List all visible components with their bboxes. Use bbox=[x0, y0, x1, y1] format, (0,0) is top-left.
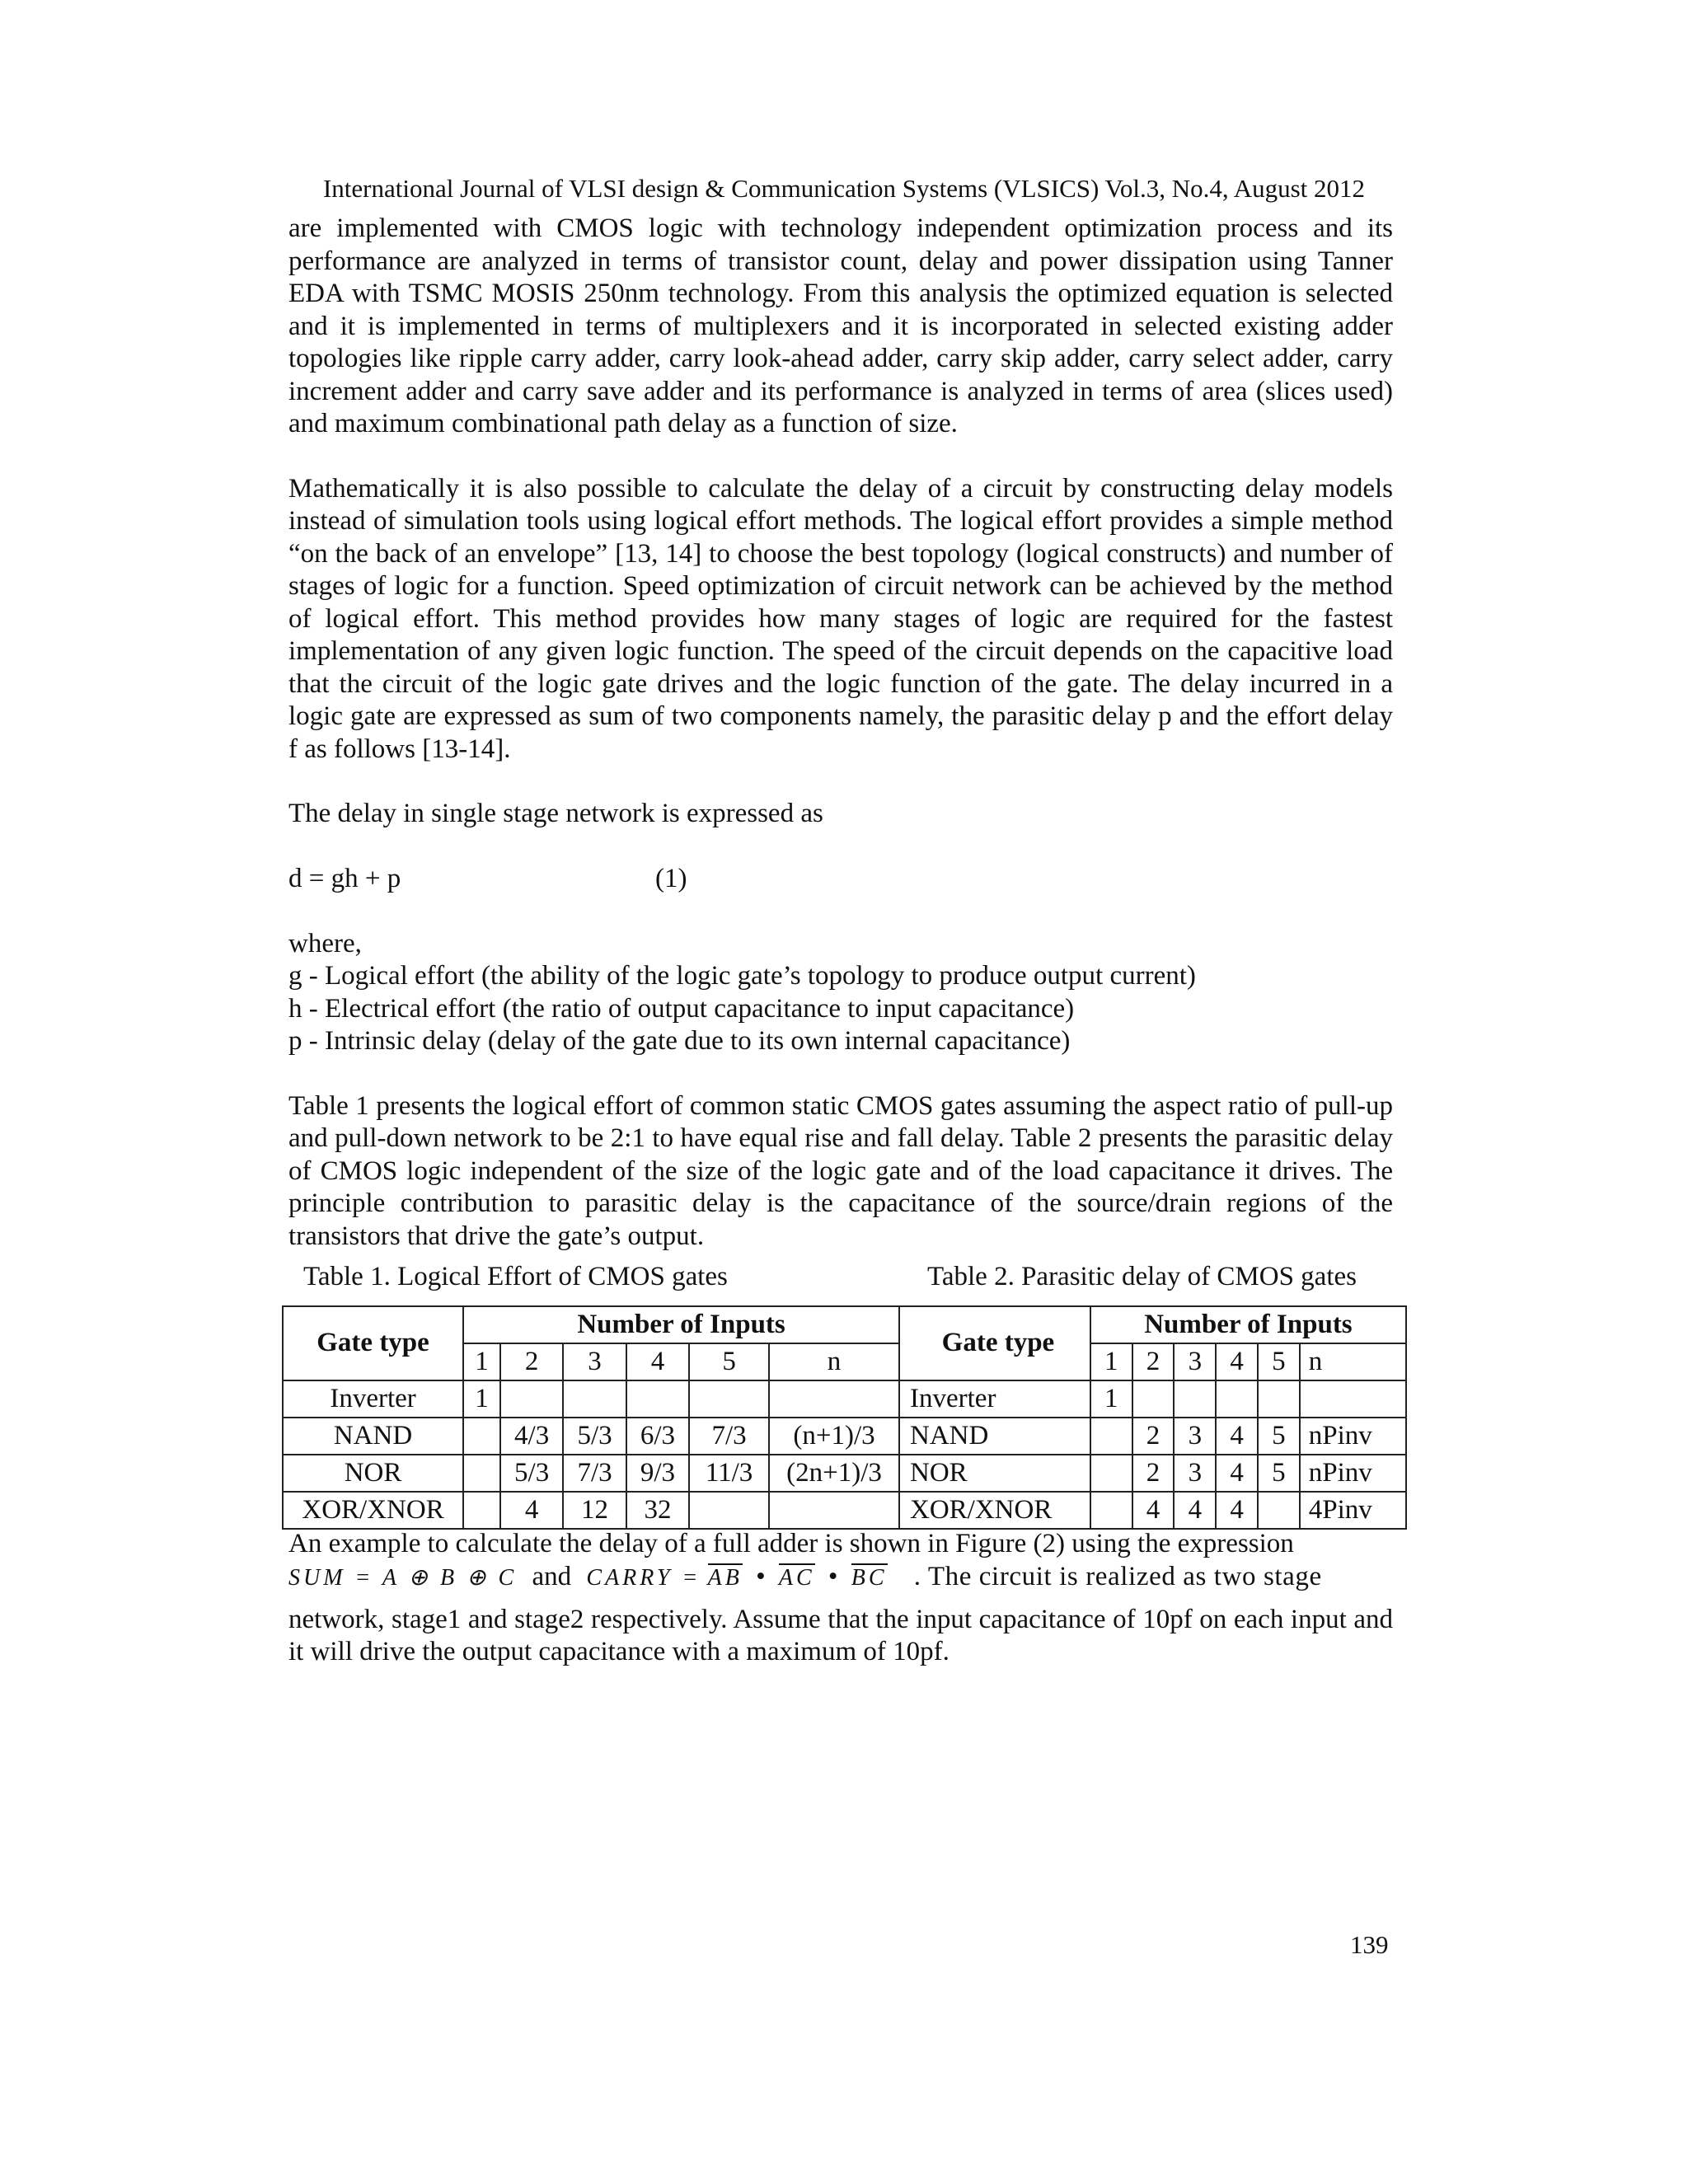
table-cell: 4 bbox=[1132, 1492, 1175, 1529]
table-cell: 9/3 bbox=[626, 1455, 689, 1492]
page-number: 139 bbox=[1350, 1930, 1389, 1959]
table-cell: (n+1)/3 bbox=[769, 1418, 899, 1455]
table-cell: 4 bbox=[1174, 1492, 1216, 1529]
paragraph-tables: Table 1 presents the logical effort of common static CMOS gates assuming the aspect ratio of pull-up and pull-down network to be 2:1 to have equal rise and fall delay. Table 2 presents the parasitic delay of CMOS logic independent of the size of the logic gate and of the load capacitance it drives. The principle contribution to parasitic delay is the capacitance of the source/drain regions of the transistors that drive the gate’s output. bbox=[288, 1090, 1393, 1251]
table1-col: 1 bbox=[463, 1343, 500, 1380]
paragraph-full-adder-intro: An example to calculate the delay of a full adder is shown in Figure (2) using the expression bbox=[288, 1529, 1294, 1558]
table2-col: 4 bbox=[1216, 1343, 1258, 1380]
table-cell: 32 bbox=[626, 1492, 689, 1529]
table-cell: 5 bbox=[1258, 1418, 1300, 1455]
table-row bbox=[283, 1380, 899, 1418]
table-row bbox=[283, 1418, 899, 1455]
table1-logical-effort bbox=[282, 1305, 900, 1530]
definition-p: p - Intrinsic delay (delay of the gate due to its own internal capacitance) bbox=[288, 1026, 1071, 1056]
table1-gate: NOR bbox=[283, 1455, 463, 1492]
table2-caption: Table 2. Parasitic delay of CMOS gates bbox=[927, 1262, 1357, 1291]
table-cell: 7/3 bbox=[689, 1418, 769, 1455]
table-row bbox=[899, 1418, 1406, 1455]
equation-number: (1) bbox=[655, 863, 687, 893]
table2-col: 2 bbox=[1132, 1343, 1175, 1380]
sum-formula: SUM = A ⊕ B ⊕ C bbox=[288, 1564, 518, 1591]
paragraph-full-adder-rest: network, stage1 and stage2 respectively. Assume that the input capacitance of 10pf on each input and it will drive the output capacitance with a maximum of 10pf. bbox=[288, 1604, 1393, 1666]
table-cell bbox=[769, 1380, 899, 1418]
table2-col: 5 bbox=[1258, 1343, 1300, 1380]
equation-text: d = gh + p bbox=[288, 863, 401, 893]
and-word: and bbox=[532, 1561, 572, 1591]
table-cell: 4/3 bbox=[500, 1418, 563, 1455]
table-cell bbox=[626, 1380, 689, 1418]
table2-gate: Inverter bbox=[899, 1380, 1090, 1418]
carry-term-ac: AC bbox=[778, 1564, 815, 1591]
table-row bbox=[899, 1455, 1406, 1492]
table2-col: n bbox=[1300, 1343, 1406, 1380]
table-cell: 4 bbox=[500, 1492, 563, 1529]
where-label: where, bbox=[288, 928, 362, 958]
table2-gate: XOR/XNOR bbox=[899, 1492, 1090, 1529]
table2-col: 3 bbox=[1174, 1343, 1216, 1380]
table1-group-header: Number of Inputs bbox=[463, 1306, 899, 1343]
table-cell: 4Pinv bbox=[1300, 1492, 1406, 1529]
table-row bbox=[899, 1380, 1406, 1418]
table-cell: 5/3 bbox=[563, 1418, 626, 1455]
table-cell: 2 bbox=[1132, 1455, 1175, 1492]
table-cell bbox=[689, 1492, 769, 1529]
table2-col: 1 bbox=[1090, 1343, 1132, 1380]
paragraph-single-stage: The delay in single stage network is expressed as bbox=[288, 799, 823, 828]
table-cell bbox=[1090, 1492, 1132, 1529]
dot-operator: • bbox=[828, 1561, 838, 1591]
paragraph-logical-effort: Mathematically it is also possible to calculate the delay of a circuit by constructing delay models instead of simulation tools using logical effort methods. The logical effort provides a simple method “on the back of an envelope” [13, 14] to choose the best topology (logical constructs) and number of stages of logic for a function. Speed optimization of circuit network can be achieved by the method of logical effort. This method provides how many stages of logic are required for the fastest implementation of any given logic function. The speed of the circuit depends on the capacitive load that the circuit of the logic gate drives and the logic function of the gate. The delay incurred in a logic gate are expressed as sum of two components namely, the parasitic delay p and the effort delay f as follows [13-14]. bbox=[288, 473, 1393, 764]
formula-line-rest: . The circuit is realized as two stage bbox=[913, 1561, 1322, 1591]
table-cell: nPinv bbox=[1300, 1455, 1406, 1492]
table-cell: 5/3 bbox=[500, 1455, 563, 1492]
carry-term-ab: AB bbox=[707, 1564, 743, 1591]
table-cell bbox=[463, 1418, 500, 1455]
table-row bbox=[283, 1492, 899, 1529]
carry-label: CARRY = bbox=[586, 1564, 701, 1591]
table-cell: 1 bbox=[463, 1380, 500, 1418]
table1-gate-header: Gate type bbox=[283, 1306, 463, 1380]
table-cell: 2 bbox=[1132, 1418, 1175, 1455]
table-cell: 7/3 bbox=[563, 1455, 626, 1492]
table-cell: 1 bbox=[1090, 1380, 1132, 1418]
table-row bbox=[283, 1455, 899, 1492]
table2-gate: NAND bbox=[899, 1418, 1090, 1455]
table-cell: 6/3 bbox=[626, 1418, 689, 1455]
table-cell bbox=[500, 1380, 563, 1418]
table-cell bbox=[463, 1455, 500, 1492]
table-cell: 12 bbox=[563, 1492, 626, 1529]
table-cell: 3 bbox=[1174, 1418, 1216, 1455]
table-cell bbox=[1090, 1455, 1132, 1492]
table1-caption: Table 1. Logical Effort of CMOS gates bbox=[303, 1262, 728, 1291]
paragraph-intro: are implemented with CMOS logic with technology independent optimization process and its performance are analyzed in terms of transistor count, delay and power dissipation using Tanner EDA with TSMC MOSIS 250nm technology. From this analysis the optimized equation is selected and it is implemented in terms of multiplexers and it is incorporated in selected existing adder topologies like ripple carry adder, carry look-ahead adder, carry skip adder, carry select adder, carry increment adder and carry save adder and its performance is analyzed in terms of area (slices used) and maximum combinational path delay as a function of size. bbox=[288, 213, 1393, 438]
equation-1 bbox=[288, 863, 1393, 896]
journal-header: International Journal of VLSI design & Communication Systems (VLSICS) Vol.3, No.4, August 2012 bbox=[322, 174, 1366, 203]
table1-gate: XOR/XNOR bbox=[283, 1492, 463, 1529]
table-cell bbox=[1300, 1380, 1406, 1418]
page-body bbox=[288, 213, 1393, 1669]
table-cell bbox=[689, 1380, 769, 1418]
table2-gate: NOR bbox=[899, 1455, 1090, 1492]
table-cell: 11/3 bbox=[689, 1455, 769, 1492]
definition-g: g - Logical effort (the ability of the logic gate’s topology to produce output current) bbox=[288, 961, 1196, 991]
table2-parasitic-delay bbox=[898, 1305, 1407, 1530]
table1-gate: Inverter bbox=[283, 1380, 463, 1418]
table2-gate-header: Gate type bbox=[899, 1306, 1090, 1380]
table-cell: nPinv bbox=[1300, 1418, 1406, 1455]
table-cell bbox=[1216, 1380, 1258, 1418]
table-captions bbox=[288, 1261, 1393, 1296]
table-row bbox=[899, 1492, 1406, 1529]
table1-col: 4 bbox=[626, 1343, 689, 1380]
dot-operator: • bbox=[756, 1561, 766, 1591]
table-cell: 5 bbox=[1258, 1455, 1300, 1492]
tables-row bbox=[288, 1305, 1393, 1528]
table1-gate: NAND bbox=[283, 1418, 463, 1455]
table-cell bbox=[463, 1492, 500, 1529]
definition-h: h - Electrical effort (the ratio of output capacitance to input capacitance) bbox=[288, 993, 1075, 1024]
table-cell: 4 bbox=[1216, 1492, 1258, 1529]
table-cell: 3 bbox=[1174, 1455, 1216, 1492]
table-cell bbox=[1174, 1380, 1216, 1418]
table1-col: n bbox=[769, 1343, 899, 1380]
table-cell: 4 bbox=[1216, 1455, 1258, 1492]
table-cell bbox=[1258, 1492, 1300, 1529]
table-cell: (2n+1)/3 bbox=[769, 1455, 899, 1492]
table2-group-header: Number of Inputs bbox=[1090, 1306, 1406, 1343]
table1-col: 5 bbox=[689, 1343, 769, 1380]
table1-col: 2 bbox=[500, 1343, 563, 1380]
table-cell: 4 bbox=[1216, 1418, 1258, 1455]
table-cell bbox=[1132, 1380, 1175, 1418]
table1-col: 3 bbox=[563, 1343, 626, 1380]
table-cell bbox=[563, 1380, 626, 1418]
table-cell bbox=[1258, 1380, 1300, 1418]
table-cell bbox=[1090, 1418, 1132, 1455]
table-cell bbox=[769, 1492, 899, 1529]
formula-line bbox=[288, 1561, 1393, 1604]
carry-term-bc: BC bbox=[851, 1564, 888, 1591]
